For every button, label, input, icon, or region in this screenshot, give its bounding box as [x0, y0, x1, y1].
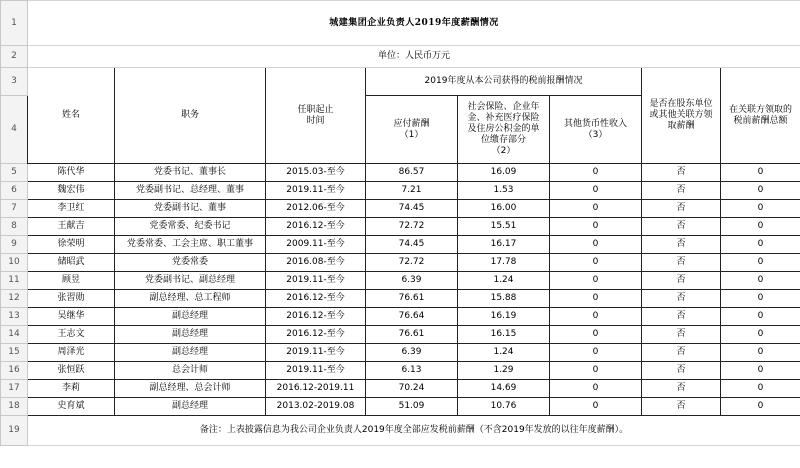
- header-social-insurance[interactable]: [458, 96, 550, 164]
- cell-position[interactable]: 党委书记、董事长: [115, 164, 266, 182]
- table-row: [1, 308, 800, 326]
- cell-term[interactable]: 2019.11-至今: [266, 182, 366, 200]
- header-line: （2）: [491, 146, 516, 156]
- cell-term[interactable]: 2012.06-至今: [266, 200, 366, 218]
- table-row: [1, 344, 800, 362]
- header-line: 金、补充医疗保险: [467, 113, 540, 123]
- row-number[interactable]: 17: [1, 380, 28, 398]
- header-line: 税前薪酬总额: [733, 115, 788, 126]
- cell-related-flag[interactable]: 否: [642, 380, 721, 398]
- cell-social-insurance[interactable]: 10.76: [458, 398, 550, 416]
- cell-related-flag[interactable]: 否: [642, 272, 721, 290]
- cell-related-total[interactable]: 0: [721, 290, 800, 308]
- cell-other-income[interactable]: 0: [550, 272, 642, 290]
- cell-social-insurance[interactable]: 17.78: [458, 254, 550, 272]
- cell-other-income[interactable]: 0: [550, 254, 642, 272]
- table-row: [1, 326, 800, 344]
- cell-social-insurance[interactable]: 15.88: [458, 290, 550, 308]
- cell-social-insurance[interactable]: 15.51: [458, 218, 550, 236]
- row-number[interactable]: 13: [1, 308, 28, 326]
- cell-name[interactable]: 顾昱: [28, 272, 115, 290]
- header-position[interactable]: 职务: [115, 68, 266, 164]
- cell-other-income[interactable]: 0: [550, 398, 642, 416]
- header-line: 位缴存部分: [480, 135, 526, 145]
- cell-salary[interactable]: 70.24: [366, 380, 458, 398]
- table-row: [1, 182, 800, 200]
- cell-related-flag[interactable]: 否: [642, 218, 721, 236]
- cell-other-income[interactable]: 0: [550, 344, 642, 362]
- header-term-line: 任职起止: [297, 104, 334, 115]
- header-line: 取薪酬: [667, 121, 695, 131]
- row-number[interactable]: 18: [1, 398, 28, 416]
- cell-related-total[interactable]: 0: [721, 200, 800, 218]
- cell-other-income[interactable]: 0: [550, 164, 642, 182]
- table-row: [1, 164, 800, 182]
- cell-salary[interactable]: 6.13: [366, 362, 458, 380]
- table-row: [1, 362, 800, 380]
- cell-position[interactable]: 党委常委: [115, 254, 266, 272]
- header-line: 及住房公积金的单: [467, 124, 540, 134]
- table-row: [1, 272, 800, 290]
- cell-term[interactable]: 2009.11-至今: [266, 236, 366, 254]
- table-row: [1, 290, 800, 308]
- table-row: [1, 398, 800, 416]
- cell-name[interactable]: 史育斌: [28, 398, 115, 416]
- cell-related-total[interactable]: 0: [721, 182, 800, 200]
- cell-position[interactable]: 党委副书记、董事: [115, 200, 266, 218]
- header-other-income[interactable]: [550, 96, 642, 164]
- cell-position[interactable]: 党委副书记、总经理、董事: [115, 182, 266, 200]
- cell-name[interactable]: 李卫红: [28, 200, 115, 218]
- row-number[interactable]: 3: [1, 68, 28, 96]
- cell-related-flag[interactable]: 否: [642, 326, 721, 344]
- cell-social-insurance[interactable]: 1.53: [458, 182, 550, 200]
- table-row: [1, 200, 800, 218]
- cell-related-total[interactable]: 0: [721, 272, 800, 290]
- row-number[interactable]: 4: [1, 96, 28, 164]
- header-related-total[interactable]: [721, 68, 800, 164]
- row-number[interactable]: 19: [1, 416, 28, 446]
- cell-term[interactable]: 2019.11-至今: [266, 362, 366, 380]
- cell-term[interactable]: 2015.03-至今: [266, 164, 366, 182]
- cell-social-insurance[interactable]: 16.00: [458, 200, 550, 218]
- cell-salary[interactable]: 76.61: [366, 290, 458, 308]
- header-line: 其他货币性收入: [563, 118, 627, 129]
- cell-social-insurance[interactable]: 1.24: [458, 272, 550, 290]
- row-number[interactable]: 1: [1, 1, 28, 46]
- cell-name[interactable]: 张習勋: [28, 290, 115, 308]
- cell-related-flag[interactable]: 否: [642, 362, 721, 380]
- cell-term[interactable]: 2016.08-至今: [266, 254, 366, 272]
- cell-salary[interactable]: 51.09: [366, 398, 458, 416]
- cell-position[interactable]: 总会计师: [115, 362, 266, 380]
- header-line: 在关联方领取的: [729, 104, 793, 115]
- cell-salary[interactable]: 76.64: [366, 308, 458, 326]
- sheet-title[interactable]: 城建集团企业负责人2019年度薪酬情况: [28, 1, 800, 46]
- cell-salary[interactable]: 6.39: [366, 272, 458, 290]
- cell-position[interactable]: 副总经理: [115, 398, 266, 416]
- row-number[interactable]: 14: [1, 326, 28, 344]
- table-row: [1, 236, 800, 254]
- cell-term[interactable]: 2016.12-至今: [266, 290, 366, 308]
- cell-other-income[interactable]: 0: [550, 200, 642, 218]
- header-line: 社会保险、企业年: [467, 102, 540, 112]
- header-pretax-group[interactable]: 2019年度从本公司获得的税前报酬情况: [366, 68, 642, 96]
- header-salary[interactable]: [366, 96, 458, 164]
- row-number[interactable]: 15: [1, 344, 28, 362]
- cell-social-insurance[interactable]: 16.17: [458, 236, 550, 254]
- header-term[interactable]: [266, 68, 366, 164]
- table-row: [1, 218, 800, 236]
- unit-label[interactable]: 单位：人民币万元: [28, 46, 800, 68]
- cell-related-total[interactable]: 0: [721, 362, 800, 380]
- cell-position[interactable]: 党委副书记、副总经理: [115, 272, 266, 290]
- cell-position[interactable]: 副总经理: [115, 344, 266, 362]
- cell-salary[interactable]: 7.21: [366, 182, 458, 200]
- cell-social-insurance[interactable]: 16.15: [458, 326, 550, 344]
- cell-social-insurance[interactable]: 16.19: [458, 308, 550, 326]
- cell-salary[interactable]: 76.61: [366, 326, 458, 344]
- cell-social-insurance[interactable]: 1.29: [458, 362, 550, 380]
- unit-row: [1, 46, 800, 68]
- footnote[interactable]: 备注：上表披露信息为我公司企业负责人2019年度全部应发税前薪酬（不含2019年发放的以往年度薪酬）。: [28, 416, 800, 446]
- cell-position[interactable]: 党委常委、工会主席、职工董事: [115, 236, 266, 254]
- cell-related-total[interactable]: 0: [721, 380, 800, 398]
- table-row: [1, 254, 800, 272]
- cell-name[interactable]: 李莉: [28, 380, 115, 398]
- cell-salary[interactable]: 74.45: [366, 200, 458, 218]
- cell-other-income[interactable]: 0: [550, 362, 642, 380]
- cell-other-income[interactable]: 0: [550, 380, 642, 398]
- cell-other-income[interactable]: 0: [550, 290, 642, 308]
- cell-position[interactable]: 党委常委、纪委书记: [115, 218, 266, 236]
- cell-related-total[interactable]: 0: [721, 236, 800, 254]
- cell-related-flag[interactable]: 否: [642, 236, 721, 254]
- cell-name[interactable]: 魏宏伟: [28, 182, 115, 200]
- cell-related-total[interactable]: 0: [721, 326, 800, 344]
- cell-name[interactable]: 储昭武: [28, 254, 115, 272]
- cell-term[interactable]: 2016.12-至今: [266, 326, 366, 344]
- cell-name[interactable]: 王献吉: [28, 218, 115, 236]
- cell-other-income[interactable]: 0: [550, 326, 642, 344]
- row-number[interactable]: 16: [1, 362, 28, 380]
- cell-other-income[interactable]: 0: [550, 236, 642, 254]
- cell-salary[interactable]: 86.57: [366, 164, 458, 182]
- cell-other-income[interactable]: 0: [550, 308, 642, 326]
- cell-social-insurance[interactable]: 1.24: [458, 344, 550, 362]
- cell-position[interactable]: 副总经理: [115, 308, 266, 326]
- cell-related-total[interactable]: 0: [721, 344, 800, 362]
- title-row: [1, 1, 800, 46]
- row-number[interactable]: 7: [1, 200, 28, 218]
- header-line: 是否在股东单位: [649, 99, 713, 109]
- row-number[interactable]: 12: [1, 290, 28, 308]
- table-row: [1, 380, 800, 398]
- header-line: 或其他关联方领: [649, 110, 713, 120]
- cell-social-insurance[interactable]: 16.09: [458, 164, 550, 182]
- cell-name[interactable]: 张恒跃: [28, 362, 115, 380]
- cell-name[interactable]: 徐荣明: [28, 236, 115, 254]
- cell-other-income[interactable]: 0: [550, 218, 642, 236]
- row-number[interactable]: 2: [1, 46, 28, 68]
- cell-salary[interactable]: 74.45: [366, 236, 458, 254]
- cell-related-flag[interactable]: 否: [642, 200, 721, 218]
- cell-related-total[interactable]: 0: [721, 398, 800, 416]
- row-number[interactable]: 8: [1, 218, 28, 236]
- header-name[interactable]: 姓名: [28, 68, 115, 164]
- row-number[interactable]: 5: [1, 164, 28, 182]
- cell-salary[interactable]: 6.39: [366, 344, 458, 362]
- cell-related-total[interactable]: 0: [721, 164, 800, 182]
- note-row: [1, 416, 800, 446]
- cell-related-flag[interactable]: 否: [642, 254, 721, 272]
- cell-term[interactable]: 2019.11-至今: [266, 272, 366, 290]
- cell-term[interactable]: 2013.02-2019.08: [266, 398, 366, 416]
- cell-salary[interactable]: 72.72: [366, 218, 458, 236]
- header-line: 应付薪酬: [393, 118, 430, 129]
- cell-related-flag[interactable]: 否: [642, 164, 721, 182]
- cell-related-flag[interactable]: 否: [642, 398, 721, 416]
- cell-position[interactable]: 副总经理、总工程师: [115, 290, 266, 308]
- header-related-flag[interactable]: [642, 68, 721, 164]
- cell-term[interactable]: 2016.12-至今: [266, 218, 366, 236]
- cell-related-flag[interactable]: 否: [642, 290, 721, 308]
- header-line: （1）: [399, 129, 424, 140]
- cell-related-total[interactable]: 0: [721, 218, 800, 236]
- cell-term[interactable]: 2016.12-2019.11: [266, 380, 366, 398]
- cell-related-flag[interactable]: 否: [642, 308, 721, 326]
- row-number[interactable]: 9: [1, 236, 28, 254]
- row-number[interactable]: 6: [1, 182, 28, 200]
- cell-salary[interactable]: 72.72: [366, 254, 458, 272]
- cell-term[interactable]: 2016.12-至今: [266, 308, 366, 326]
- cell-name[interactable]: 吴继华: [28, 308, 115, 326]
- cell-term[interactable]: 2019.11-至今: [266, 344, 366, 362]
- cell-position[interactable]: 副总经理、总会计师: [115, 380, 266, 398]
- cell-position[interactable]: 副总经理: [115, 326, 266, 344]
- cell-name[interactable]: 周泽光: [28, 344, 115, 362]
- cell-related-flag[interactable]: 否: [642, 182, 721, 200]
- row-number[interactable]: 10: [1, 254, 28, 272]
- cell-related-total[interactable]: 0: [721, 254, 800, 272]
- row-number[interactable]: 11: [1, 272, 28, 290]
- cell-social-insurance[interactable]: 14.69: [458, 380, 550, 398]
- cell-related-total[interactable]: 0: [721, 308, 800, 326]
- cell-name[interactable]: 陈代华: [28, 164, 115, 182]
- cell-other-income[interactable]: 0: [550, 182, 642, 200]
- header-line: （3）: [583, 129, 608, 140]
- cell-related-flag[interactable]: 否: [642, 344, 721, 362]
- cell-name[interactable]: 王志文: [28, 326, 115, 344]
- header-term-line: 时间: [306, 115, 325, 126]
- header-row-1: [1, 68, 800, 96]
